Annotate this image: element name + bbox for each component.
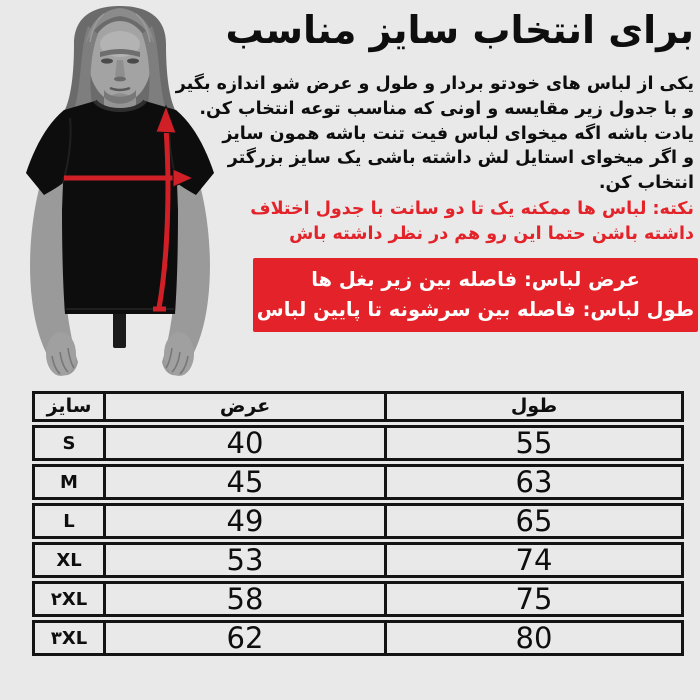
instructions <box>175 72 694 196</box>
size-cell: M <box>35 467 106 497</box>
size-cell: XL <box>35 545 106 575</box>
definition-box <box>253 258 698 332</box>
instruction-line: انتخاب کن. <box>598 173 694 194</box>
instruction-line: و اگر میخوای استایل لش داشته باشی یک سایز بزرگتر <box>227 148 694 169</box>
table-row <box>32 620 684 656</box>
size-cell: ۳XL <box>35 623 106 653</box>
size-table-header-row <box>32 391 684 422</box>
page-title: برای انتخاب سایز مناسب <box>225 8 694 52</box>
length-cell: 55 <box>515 426 553 460</box>
size-table <box>32 391 684 656</box>
stand-pole <box>113 312 126 348</box>
length-cell: 80 <box>515 621 553 655</box>
mannequin-illustration <box>0 0 240 400</box>
table-row <box>32 425 684 461</box>
table-row <box>32 581 684 617</box>
size-cell: S <box>35 428 106 458</box>
size-cell: L <box>35 506 106 536</box>
model-figure <box>26 6 214 376</box>
width-cell: 53 <box>106 545 387 575</box>
col-header-size: سایز <box>35 394 106 419</box>
col-header-length: طول <box>510 394 558 417</box>
table-row <box>32 503 684 539</box>
width-cell: 58 <box>106 584 387 614</box>
instruction-line: یادت باشه اگه میخوای لباس فیت تنت باشه همون سایز <box>222 123 694 144</box>
width-cell: 45 <box>106 467 387 497</box>
note-line: داشته باشن حتما این رو هم در نظر داشته باش <box>289 223 694 244</box>
width-cell: 62 <box>106 623 387 653</box>
table-row <box>32 464 684 500</box>
note-line: نکته: لباس ها ممکنه یک تا دو سانت با جدول اختلاف <box>250 199 694 219</box>
instruction-line: یکی از لباس های خودتو بردار و طول و عرض شو اندازه بگیر <box>175 74 694 94</box>
table-row <box>32 542 684 578</box>
model-photo <box>0 0 240 400</box>
length-cell: 63 <box>515 465 553 499</box>
width-definition: عرض لباس: فاصله بین زیر بغل ها <box>311 268 640 291</box>
instruction-line: و با جدول زیر مقایسه و اونی که مناسب توعه انتخاب کن. <box>199 98 694 119</box>
col-header-width: عرض <box>106 394 387 419</box>
length-cell: 75 <box>515 582 553 616</box>
width-cell: 40 <box>106 428 387 458</box>
width-cell: 49 <box>106 506 387 536</box>
length-cell: 74 <box>515 543 553 577</box>
tolerance-note <box>234 197 694 247</box>
length-definition: طول لباس: فاصله بین سرشونه تا پایین لباس <box>256 298 695 321</box>
length-cell: 65 <box>515 504 553 538</box>
size-cell: ۲XL <box>35 584 106 614</box>
